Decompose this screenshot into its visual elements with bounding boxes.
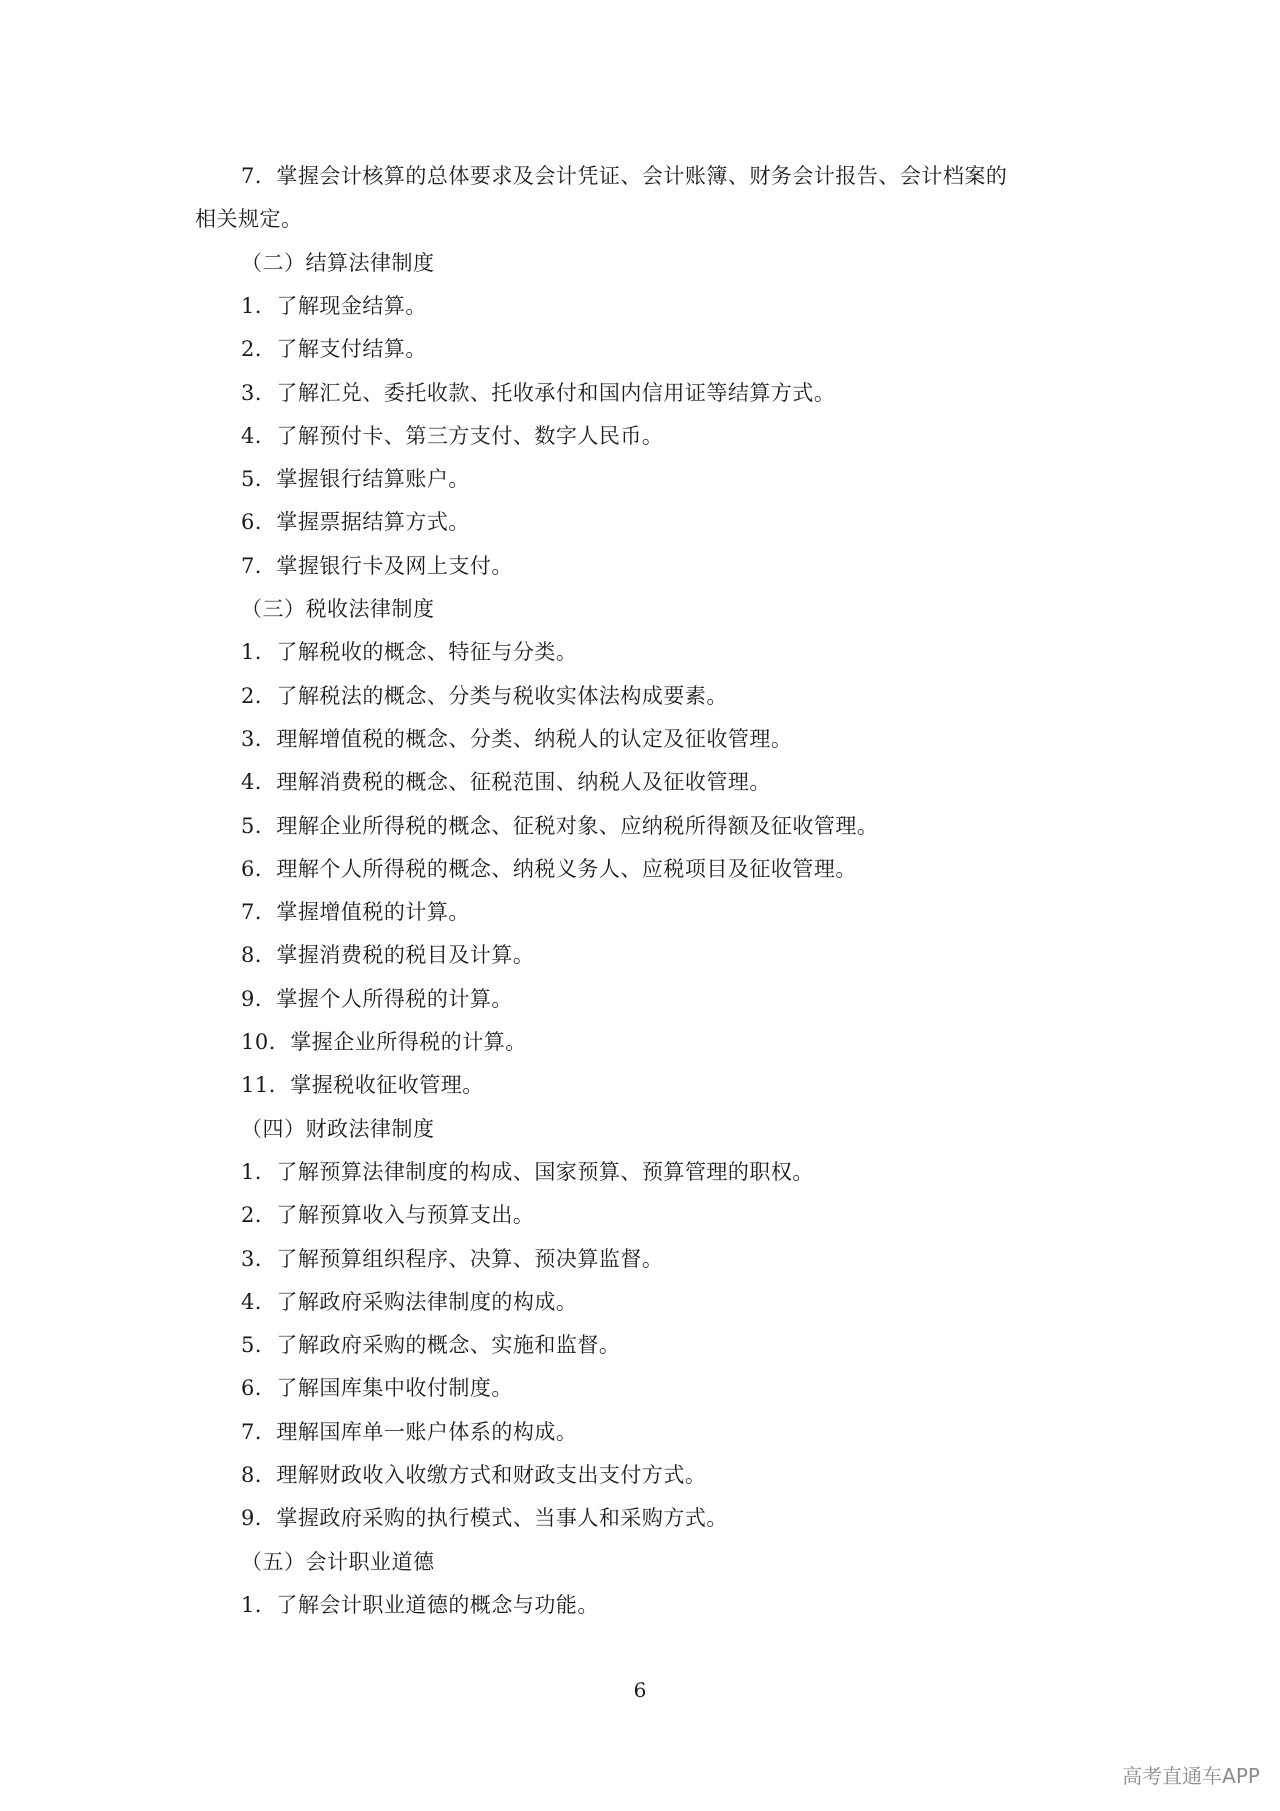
text-line: 1．了解现金结算。	[241, 293, 427, 318]
text-line: 相关规定。	[195, 207, 303, 232]
text-line: 2．了解税法的概念、分类与税收实体法构成要素。	[241, 683, 728, 708]
text-line: 2．了解预算收入与预算支出。	[241, 1203, 535, 1228]
text-line: 4．了解预付卡、第三方支付、数字人民币。	[241, 423, 664, 448]
text-line: 1．了解会计职业道德的概念与功能。	[241, 1592, 599, 1617]
text-line: 7．理解国库单一账户体系的构成。	[241, 1419, 578, 1444]
text-line: 8．掌握消费税的税目及计算。	[241, 943, 535, 968]
text-line: 1．了解预算法律制度的构成、国家预算、预算管理的职权。	[241, 1159, 814, 1184]
section-heading: （三）税收法律制度	[241, 597, 435, 621]
text-line: 7．掌握增值税的计算。	[241, 900, 470, 925]
text-line: 3．理解增值税的概念、分类、纳税人的认定及征收管理。	[241, 726, 793, 751]
text-line: 7．掌握银行卡及网上支付。	[241, 553, 513, 578]
text-line: 3．了解预算组织程序、决算、预决算监督。	[241, 1246, 664, 1271]
text-line: 4．理解消费税的概念、征税范围、纳税人及征收管理。	[241, 770, 771, 795]
text-line: 4．了解政府采购法律制度的构成。	[241, 1289, 578, 1314]
text-line: 6．了解国库集中收付制度。	[241, 1376, 513, 1401]
text-line: 8．理解财政收入收缴方式和财政支出支付方式。	[241, 1463, 707, 1487]
text-line: 9．掌握政府采购的执行模式、当事人和采购方式。	[241, 1506, 728, 1531]
text-line: 2．了解支付结算。	[241, 337, 427, 362]
text-line: 7．掌握会计核算的总体要求及会计凭证、会计账簿、财务会计报告、会计档案的	[241, 164, 1008, 188]
section-heading: （五）会计职业道德	[241, 1549, 435, 1574]
text-line: 6．掌握票据结算方式。	[241, 510, 470, 535]
text-line: 1．了解税收的概念、特征与分类。	[241, 640, 578, 665]
page-number: 6	[633, 1678, 647, 1702]
text-line: 5．理解企业所得税的概念、征税对象、应纳税所得额及征收管理。	[241, 813, 879, 838]
text-line: 9．掌握个人所得税的计算。	[241, 986, 513, 1011]
text-line: 5．了解政府采购的概念、实施和监督。	[241, 1333, 621, 1358]
text-line: 10．掌握企业所得税的计算。	[241, 1030, 527, 1054]
text-line: 3．了解汇兑、委托收款、托收承付和国内信用证等结算方式。	[241, 380, 836, 405]
text-line: 6．理解个人所得税的概念、纳税义务人、应税项目及征收管理。	[241, 856, 857, 881]
watermark: 高考直通车APP	[1122, 1764, 1260, 1788]
section-heading: （二）结算法律制度	[241, 250, 435, 275]
section-heading: （四）财政法律制度	[241, 1116, 435, 1141]
text-line: 5．掌握银行结算账户。	[241, 467, 470, 492]
text-line: 11．掌握税收征收管理。	[241, 1073, 484, 1098]
